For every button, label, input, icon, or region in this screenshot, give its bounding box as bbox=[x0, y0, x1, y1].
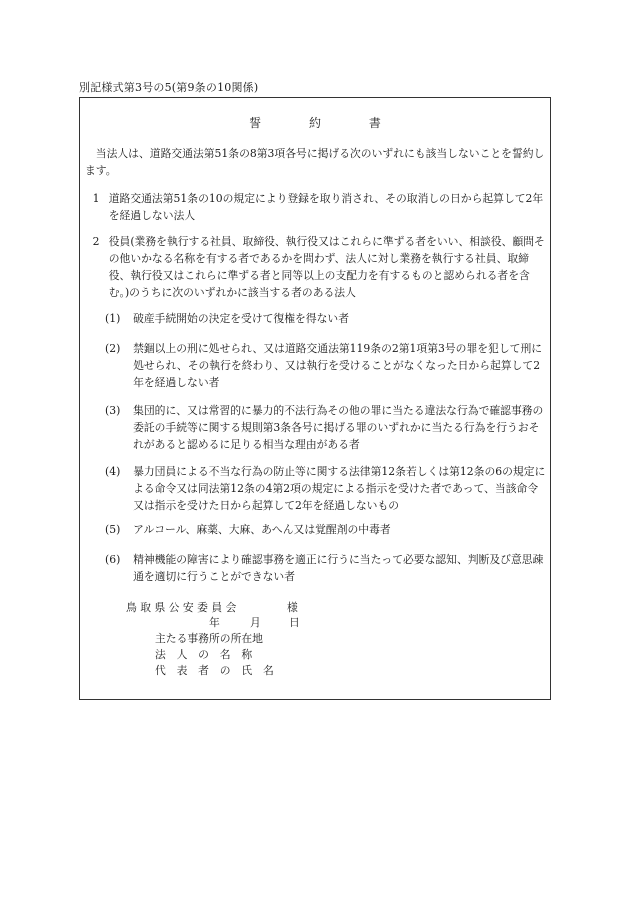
sub-item-number: (3) bbox=[105, 404, 121, 417]
sub-item-text: 精神機能の障害により確認事務を適正に行うに当たって必要な認知、判断及び意思疎通を適切に行うことができない者 bbox=[133, 553, 544, 583]
sub-item-number: (2) bbox=[105, 342, 121, 355]
document-title bbox=[80, 114, 550, 131]
sub-item bbox=[105, 521, 547, 538]
sub-item bbox=[105, 551, 547, 585]
sub-item-text: 禁錮以上の刑に処せられ、又は道路交通法第119条の2第1項第3号の罪を犯して刑に処せられ、その執行を終わり、又は執行を受けることがなくなった日から起算して2年を経過しない者 bbox=[133, 342, 543, 389]
sub-item-number: (4) bbox=[105, 465, 121, 478]
date-year-label: 年 bbox=[209, 616, 220, 629]
sub-item-text: 破産手続開始の決定を受けて復権を得ない者 bbox=[133, 312, 350, 325]
sub-item-text: 集団的に、又は常習的に暴力的不法行為その他の罪に当たる違法な行為で確認事務の委託の手続等に関する規則第3条各号に掲げる罪のいずれかに当たる行為を行うおそれがあると認めるに足りる相当な理由がある者 bbox=[133, 404, 544, 451]
sub-item-number: (5) bbox=[105, 523, 121, 536]
item-text: 道路交通法第51条の10の規定により登録を取り消され、その取消しの日から起算して2年を経過しない法人 bbox=[108, 192, 544, 222]
sub-item-number: (6) bbox=[105, 553, 121, 566]
addressee: 鳥 取 県 公 安 委 員 会 bbox=[126, 601, 237, 614]
intro-paragraph: 当法人は、道路交通法第51条の8第3項各号に掲げる次のいずれにも該当しないことを誓約します。 bbox=[85, 147, 545, 177]
list-item bbox=[85, 190, 547, 224]
sub-item bbox=[105, 463, 547, 514]
sub-item-number: (1) bbox=[105, 312, 121, 325]
title-char: 書 bbox=[368, 116, 381, 130]
item-text: 役員(業務を執行する社員、取締役、執行役又はこれらに準ずる者をいい、相談役、顧問その他いかなる名称を有する者であるかを問わず、法人に対し業務を執行する社員、取締役、執行役又はこれらに準ずる者と同等以上の支配力を有するものと認められる者を含む。)のうちに次のいずれかに該当する者のある法人 bbox=[108, 235, 545, 299]
sub-item-text: 暴力団員による不当な行為の防止等に関する法律第12条若しくは第12条の6の規定による命令又は同法第12条の4第2項の規定による指示を受けた者であって、当該命令又は指示を受けた日から起算して2年を経過しないもの bbox=[133, 465, 546, 512]
office-address-label: 主たる事務所の所在地 bbox=[155, 632, 263, 645]
addressee-honorific: 様 bbox=[287, 601, 298, 614]
item-number: 2 bbox=[92, 235, 100, 248]
title-char: 約 bbox=[308, 116, 321, 130]
item-number: 1 bbox=[92, 192, 100, 205]
form-number: 別記様式第3号の5(第9条の10関係) bbox=[79, 81, 259, 94]
list-item bbox=[85, 233, 547, 301]
corporation-name-label: 法 人 の 名 称 bbox=[155, 648, 253, 661]
sub-item bbox=[105, 310, 547, 327]
date-day-label: 日 bbox=[289, 616, 300, 629]
pledge-form-frame bbox=[79, 97, 551, 700]
representative-name-label: 代 表 者 の 氏 名 bbox=[155, 664, 274, 677]
title-char: 誓 bbox=[249, 116, 262, 130]
sub-item-text: アルコール、麻薬、大麻、あへん又は覚醒剤の中毒者 bbox=[133, 523, 391, 536]
sub-item bbox=[105, 402, 547, 453]
date-month-label: 月 bbox=[250, 616, 261, 629]
sub-item bbox=[105, 340, 547, 391]
